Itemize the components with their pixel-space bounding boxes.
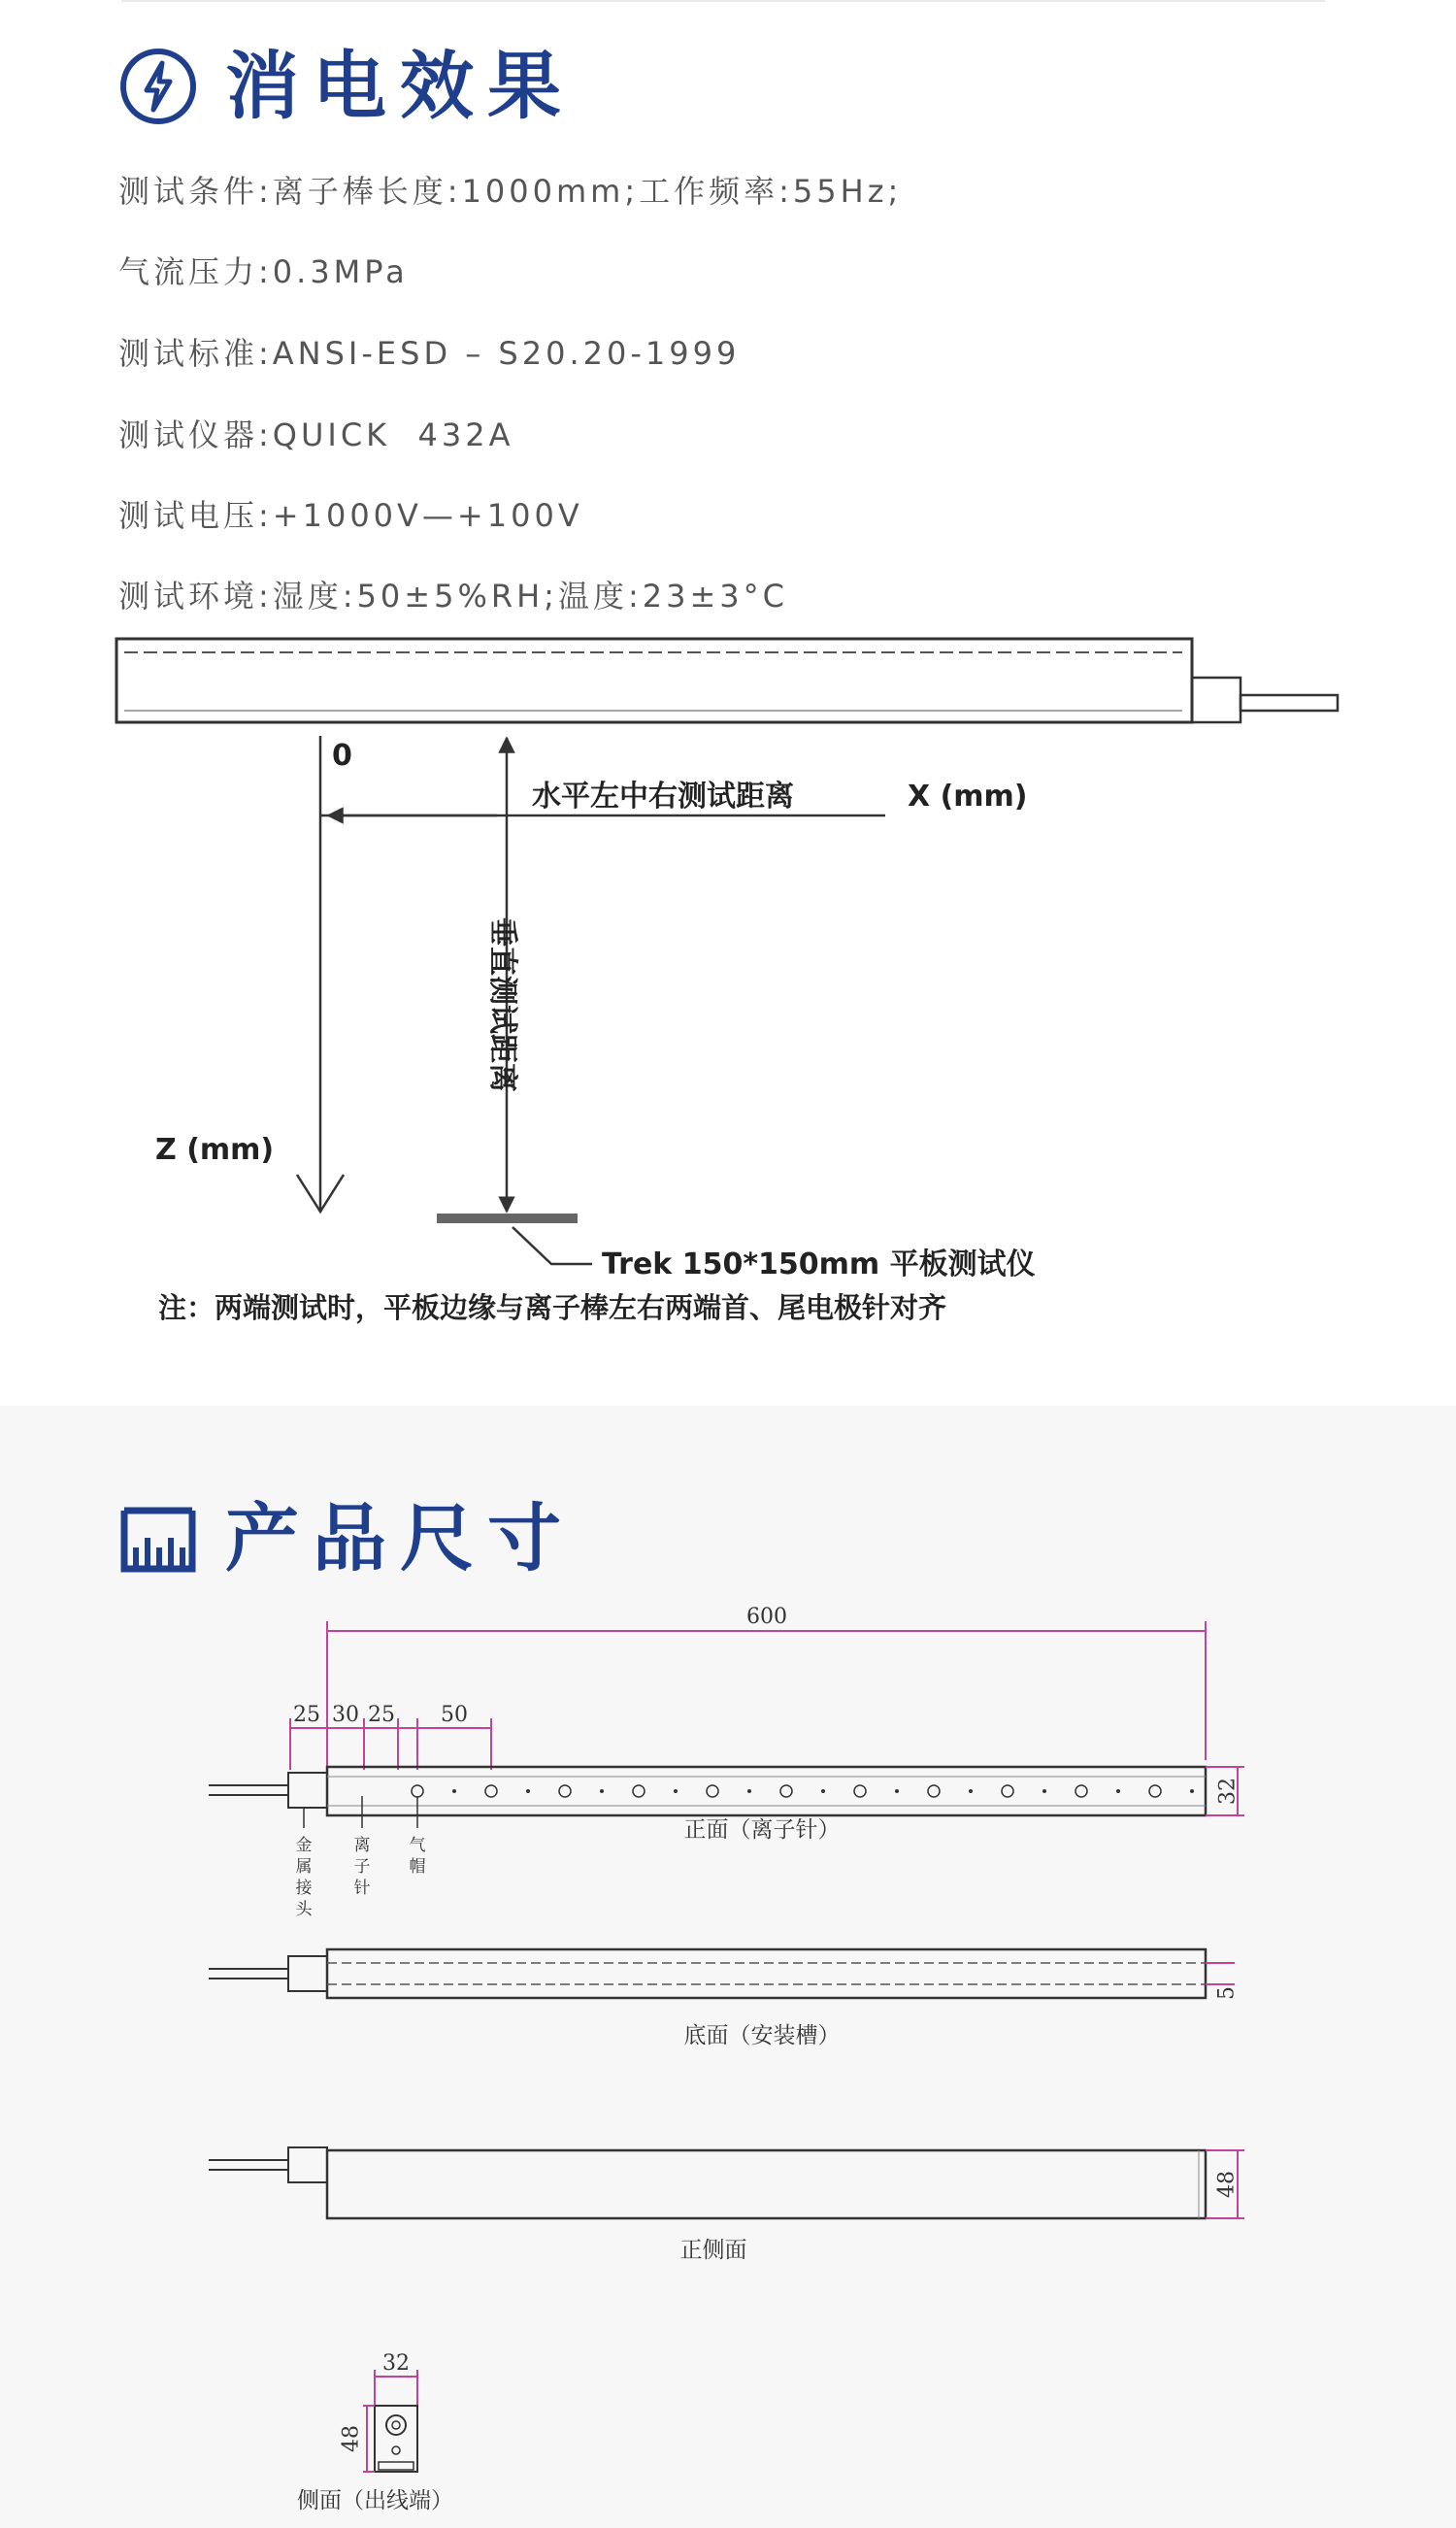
condition-line: 测试电压:+1000V—+100V	[118, 497, 583, 534]
x-axis-label: X (mm)	[908, 780, 1028, 814]
air-hole-marker	[526, 1789, 530, 1793]
part-metal-label: 金属接头	[295, 1836, 313, 1919]
condition-line: 测试仪器:QUICK 432A	[118, 416, 514, 453]
ion-needle-marker	[780, 1785, 792, 1797]
air-hole-marker	[600, 1789, 604, 1793]
front-height-dim: 32	[1215, 1778, 1241, 1805]
ion-needle-marker	[1075, 1785, 1087, 1797]
origin-label: 0	[332, 739, 352, 773]
dimension-section	[0, 1406, 1456, 2528]
air-hole-marker	[1190, 1789, 1194, 1793]
ion-bar-drawing	[116, 639, 1338, 722]
part-needle-label: 离子针	[353, 1836, 371, 1898]
air-hole-marker	[1042, 1789, 1046, 1793]
side-view-label: 正侧面	[679, 2238, 747, 2263]
pitch-dim: 50	[441, 1703, 468, 1727]
dim-30: 30	[332, 1703, 359, 1727]
ion-needle-marker	[412, 1785, 423, 1797]
condition-line: 测试环境:湿度:50±5%RH;温度:23±3°C	[118, 578, 788, 615]
bottom-view-label: 底面（安装槽）	[683, 2023, 841, 2048]
end-view-label: 侧面（出线端）	[297, 2488, 453, 2513]
end-view	[340, 2351, 418, 2472]
dimension-title: 产品尺寸	[225, 1495, 575, 1581]
air-hole-marker	[969, 1789, 973, 1793]
test-setup-diagram	[0, 631, 1456, 1369]
front-view	[209, 1605, 1244, 1919]
air-hole-marker	[1116, 1789, 1120, 1793]
air-hole-marker	[747, 1789, 751, 1793]
plate-leader	[513, 1227, 592, 1264]
bottom-view	[209, 1949, 1240, 2048]
horizontal-label: 水平左中右测试距离	[532, 780, 794, 814]
condition-line: 测试条件:离子棒长度:1000mm;工作频率:55Hz;	[118, 173, 903, 210]
ion-needle-marker	[1002, 1785, 1013, 1797]
air-hole-marker	[674, 1789, 678, 1793]
lightning-circle-icon	[118, 47, 198, 126]
air-hole-marker	[452, 1789, 456, 1793]
test-plate	[437, 1214, 578, 1223]
side-view	[209, 2147, 1244, 2263]
ion-needle-marker	[633, 1785, 645, 1797]
end-height-dim: 48	[339, 2425, 364, 2452]
condition-line: 测试标准:ANSI-ESD – S20.20-1999	[118, 335, 741, 372]
plate-label: Trek 150*150mm 平板测试仪	[602, 1247, 1036, 1281]
vertical-label: 垂直测试距离	[485, 917, 519, 1092]
bottom-height-dim: 5	[1214, 1986, 1240, 2000]
air-hole-marker	[821, 1789, 825, 1793]
effect-title: 消电效果	[225, 43, 575, 129]
side-height-dim: 48	[1214, 2171, 1240, 2198]
front-length-dim: 600	[746, 1605, 787, 1629]
diagram-note: 注：两端测试时，平板边缘与离子棒左右两端首、尾电极针对齐	[158, 1291, 947, 1324]
dim-25-left: 25	[293, 1703, 320, 1727]
z-axis-label: Z (mm)	[155, 1133, 275, 1167]
air-hole-marker	[895, 1789, 899, 1793]
dim-25-right: 25	[368, 1703, 395, 1727]
ion-needle-marker	[1149, 1785, 1161, 1797]
ion-needle-marker	[485, 1785, 497, 1797]
part-cap-label: 气帽	[409, 1836, 426, 1877]
front-view-label: 正面（离子针）	[683, 1817, 841, 1843]
ion-needle-marker	[707, 1785, 718, 1797]
ion-needle-marker	[559, 1785, 571, 1797]
ion-needle-marker	[854, 1785, 866, 1797]
condition-line: 气流压力:0.3MPa	[118, 253, 409, 290]
end-width-dim: 32	[382, 2351, 410, 2376]
ion-needle-marker	[928, 1785, 940, 1797]
effect-heading	[118, 43, 575, 129]
top-divider	[121, 0, 1325, 2]
dimension-drawings	[0, 1406, 1456, 2493]
